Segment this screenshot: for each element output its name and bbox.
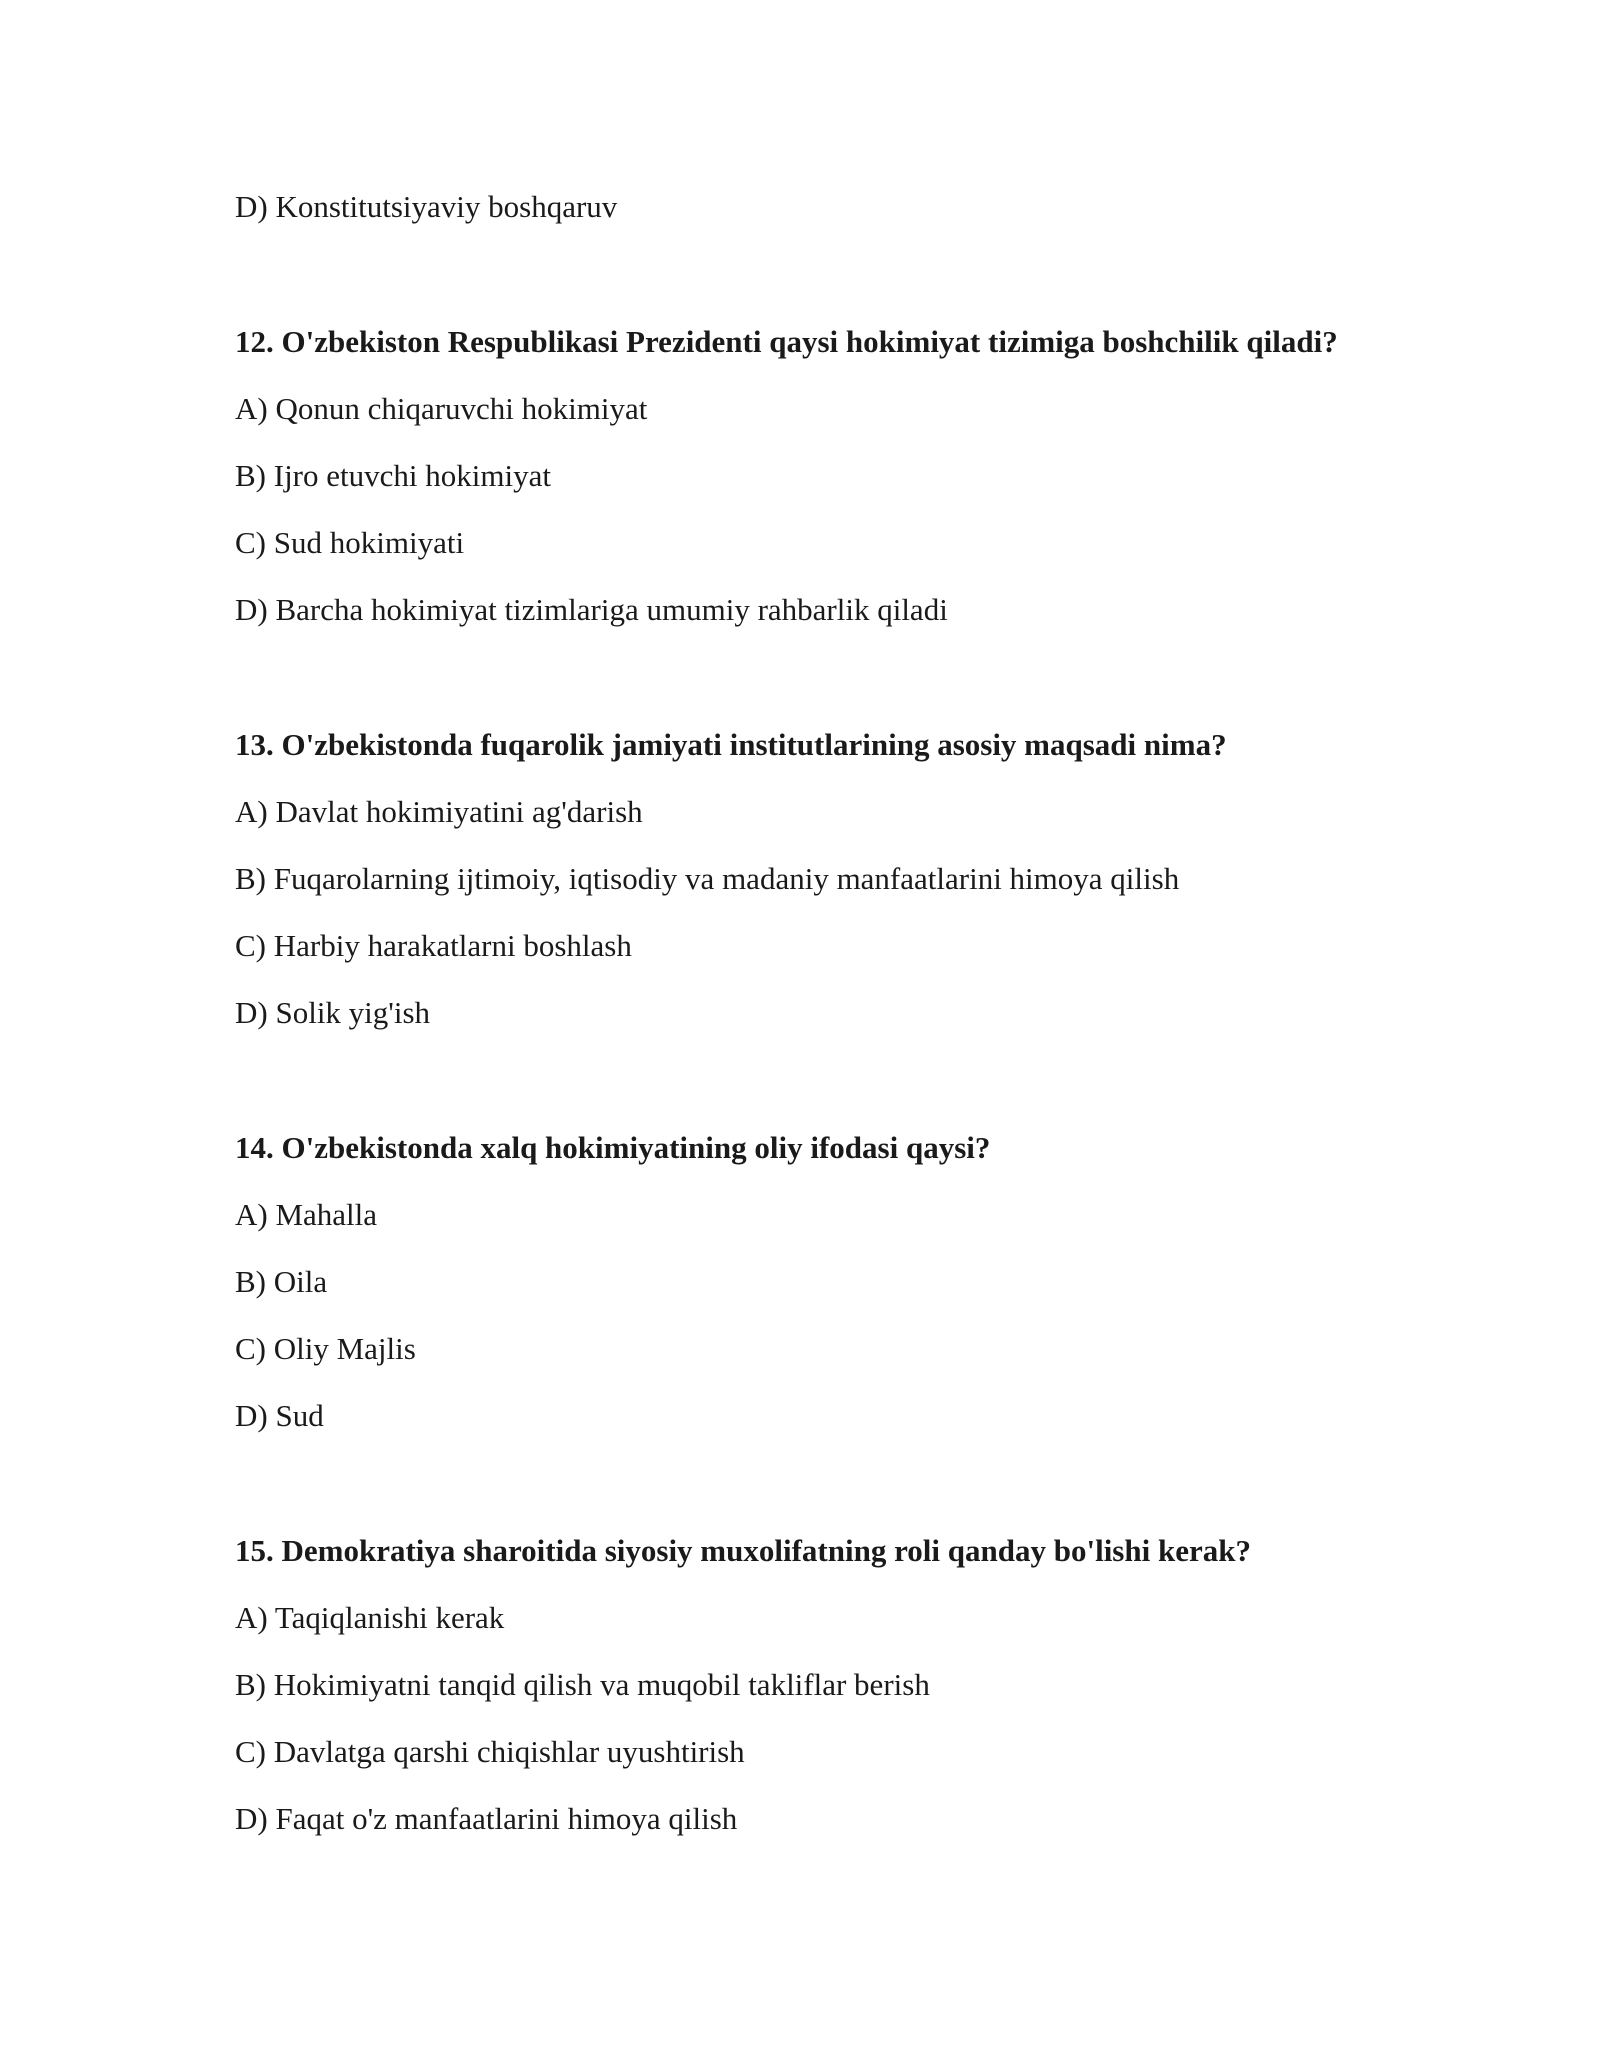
question-15-option-a: A) Taqiqlanishi kerak <box>235 1600 505 1635</box>
question-12-option-d: D) Barcha hokimiyat tizimlariga umumiy rahbarlik qiladi <box>235 592 948 627</box>
question-13-option-c: C) Harbiy harakatlarni boshlash <box>235 928 632 963</box>
question-12-option-c: C) Sud hokimiyati <box>235 525 465 560</box>
question-13-option-a: A) Davlat hokimiyatini ag'darish <box>235 794 643 829</box>
question-14-option-b: B) Oila <box>235 1264 328 1299</box>
question-14-title: 14. O'zbekistonda xalq hokimiyatining oliy ifodasi qaysi? <box>235 1130 991 1165</box>
question-14-option-a: A) Mahalla <box>235 1197 378 1232</box>
question-13-option-d: D) Solik yig'ish <box>235 995 431 1030</box>
question-15-option-c: C) Davlatga qarshi chiqishlar uyushtirish <box>235 1734 745 1769</box>
question-12-option-a: A) Qonun chiqaruvchi hokimiyat <box>235 391 648 426</box>
question-12-title: 12. O'zbekiston Respublikasi Prezidenti qaysi hokimiyat tizimiga boshchilik qiladi? <box>235 324 1338 359</box>
question-12-option-b: B) Ijro etuvchi hokimiyat <box>235 458 551 493</box>
question-15-option-d: D) Faqat o'z manfaatlarini himoya qilish <box>235 1801 738 1836</box>
question-14-option-c: C) Oliy Majlis <box>235 1331 416 1366</box>
question-13-option-b: B) Fuqarolarning ijtimoiy, iqtisodiy va madaniy manfaatlarini himoya qilish <box>235 861 1180 896</box>
question-14-option-d: D) Sud <box>235 1398 324 1433</box>
question-15-title: 15. Demokratiya sharoitida siyosiy muxolifatning roli qanday bo'lishi kerak? <box>235 1533 1251 1568</box>
answer-option: D) Konstitutsiyaviy boshqaruv <box>235 189 618 224</box>
question-15-option-b: B) Hokimiyatni tanqid qilish va muqobil takliflar berish <box>235 1667 930 1702</box>
question-13-title: 13. O'zbekistonda fuqarolik jamiyati institutlarining asosiy maqsadi nima? <box>235 727 1227 762</box>
